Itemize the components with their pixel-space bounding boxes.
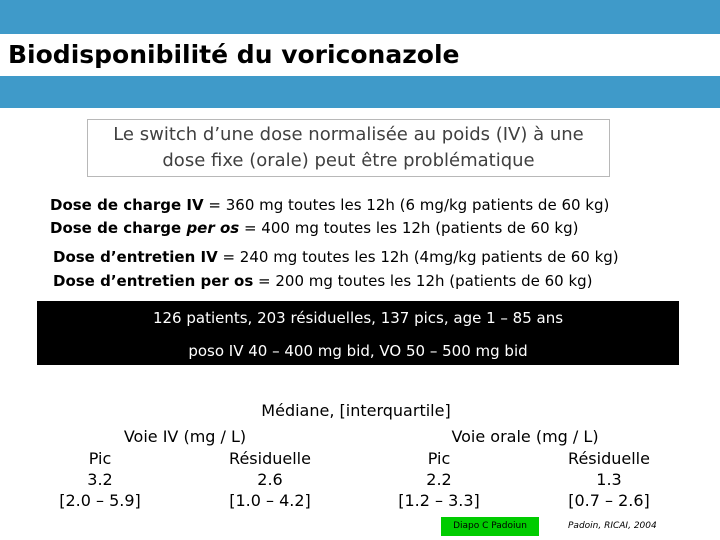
study-line-2: poso IV 40 – 400 mg bid, VO 50 – 500 mg bid [188, 342, 528, 360]
dose-line-1-bold: Dose de charge IV [50, 196, 204, 214]
iqr-oral-trough: [0.7 – 2.6] [568, 491, 650, 510]
subtitle-line-2: dose fixe (orale) peut être problématique [162, 150, 535, 171]
dose-line-3-rest: = 240 mg toutes les 12h (4mg/kg patients de 60 kg) [217, 248, 619, 266]
study-line-1: 126 patients, 203 résiduelles, 137 pics, age 1 – 85 ans [152, 309, 564, 327]
table-header: Médiane, [interquartile] [261, 401, 451, 420]
footer-credit-badge: Diapo C Padoiun [441, 517, 539, 536]
median-oral-peak: 2.2 [426, 470, 452, 489]
subtitle-box [87, 119, 610, 177]
col-oral-peak: Pic [427, 449, 451, 468]
median-oral-trough: 1.3 [596, 470, 622, 489]
col-iv-peak: Pic [88, 449, 112, 468]
dose-line-2 [50, 218, 578, 238]
iqr-oral-peak: [1.2 – 3.3] [398, 491, 480, 510]
page-title: Biodisponibilité du voriconazole [8, 40, 460, 69]
subtitle-line-1: Le switch d’une dose normalisée au poids (IV) à une [113, 124, 584, 145]
dose-line-2-italic: per os [186, 219, 240, 237]
oral-route-label: Voie orale (mg / L) [451, 427, 599, 446]
median-iv-peak: 3.2 [87, 470, 113, 489]
dose-line-1-rest: = 360 mg toutes les 12h (6 mg/kg patients de 60 kg) [203, 196, 610, 214]
study-summary-box [37, 301, 679, 365]
iqr-iv-trough: [1.0 – 4.2] [229, 491, 311, 510]
footer-citation: Padoin, RICAI, 2004 [568, 521, 657, 531]
dose-line-2-rest: = 400 mg toutes les 12h (patients de 60 kg) [239, 219, 579, 237]
col-oral-trough: Résiduelle [568, 449, 650, 468]
dose-line-3-bold: Dose d’entretien IV [53, 248, 218, 266]
dose-line-4-rest: = 200 mg toutes les 12h (patients de 60 kg) [253, 272, 593, 290]
iv-route-label: Voie IV (mg / L) [123, 427, 247, 446]
median-iv-trough: 2.6 [257, 470, 283, 489]
dose-line-4-bold: Dose d’entretien per os [53, 272, 254, 290]
iqr-iv-peak: [2.0 – 5.9] [59, 491, 141, 510]
dose-line-1 [50, 195, 609, 215]
dose-line-3 [53, 247, 619, 267]
dose-line-2-bold: Dose de charge [50, 219, 187, 237]
col-iv-trough: Résiduelle [229, 449, 311, 468]
dose-line-4 [53, 271, 593, 291]
